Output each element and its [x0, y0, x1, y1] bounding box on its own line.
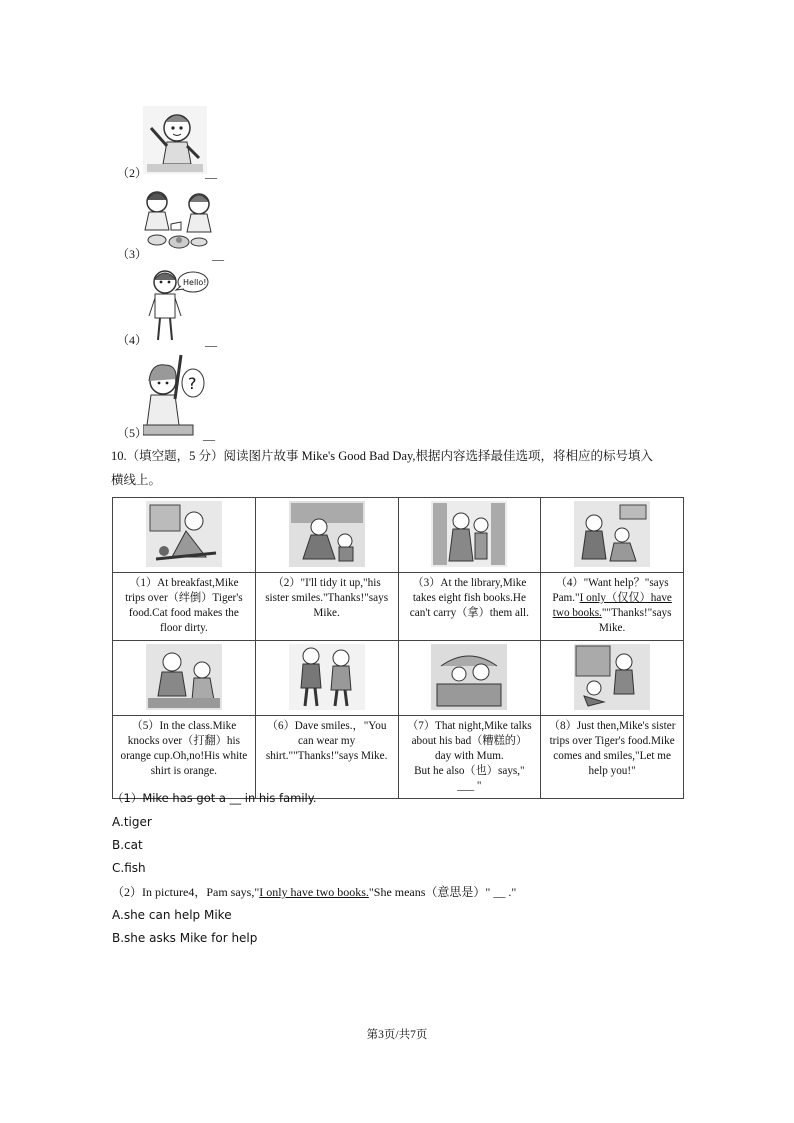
answer-blank-5[interactable]: __ — [203, 428, 215, 442]
option-1b[interactable]: B.cat — [112, 838, 143, 852]
girls-eating-icon — [141, 186, 215, 252]
story-text-1: （1）At breakfast,Mike trips over（绊倒）Tiger's food.Cat food makes the floor dirty. — [113, 573, 256, 641]
breakfast-trip-illustration — [146, 501, 222, 567]
sub-question-1: （1）Mike has got a __ in his family. — [112, 791, 317, 805]
question-10-instructions — [111, 444, 711, 492]
class-cup-illustration — [146, 644, 222, 710]
underlined-phrase: I only（仅仅）have — [579, 592, 672, 604]
night-mum-illustration — [431, 644, 507, 710]
story-picture-cell-3 — [398, 498, 541, 573]
story-text-3: （3）At the library,Mike takes eight fish books.He can't carry（拿）them all. — [398, 573, 541, 641]
option-1c[interactable]: C.fish — [112, 861, 146, 875]
library-books-illustration — [431, 501, 507, 567]
option-2b[interactable]: B.she asks Mike for help — [112, 931, 258, 945]
underlined-phrase-cont: two books. — [552, 607, 602, 619]
item-5: （5） — [117, 426, 148, 440]
story-text-4: （4）"Want help？"says Pam."I only（仅仅）have two books.""Thanks!"says Mike. — [541, 573, 684, 641]
story-text-7: （7）That night,Mike talks about his bad（糟糕的） day with Mum. But he also（也）says," ___ " — [398, 716, 541, 799]
sister-trips-illustration — [574, 644, 650, 710]
story-text-8: （8）Just then,Mike's sister trips over Tiger's food.Mike comes and smiles,"Let me help you!" — [541, 716, 684, 799]
dave-shirt-illustration — [289, 644, 365, 710]
sister-tidy-illustration — [289, 501, 365, 567]
answer-blank-4[interactable]: __ — [205, 334, 217, 348]
girl-question-icon — [143, 353, 207, 437]
question-10-line2: 横线上。 — [111, 473, 162, 487]
page-footer: 第3页/共7页 — [366, 1029, 428, 1041]
answer-blank-2[interactable]: __ — [205, 166, 217, 180]
item-3: （3） — [117, 247, 148, 261]
story-picture-cell-5 — [113, 641, 256, 716]
boy-saying-hello-icon — [143, 268, 209, 344]
story-table — [112, 497, 684, 799]
child-waving-icon — [143, 106, 207, 174]
sub-question-2: （2）In picture4，Pam says,"I only have two books."She means（意思是）" __ ." — [112, 885, 517, 899]
hello-speech-text: Hello! — [183, 278, 207, 287]
option-1a[interactable]: A.tiger — [112, 815, 152, 829]
quoted-sentence: I only have two books. — [259, 885, 369, 899]
story-picture-cell-1 — [113, 498, 256, 573]
story-text-2: （2）"I'll tidy it up,"his sister smiles."Thanks!"says Mike. — [255, 573, 398, 641]
question-10-line1: 10.（填空题，5 分）阅读图片故事 Mike's Good Bad Day,根据内容选择最佳选项，将相应的标号填入 — [111, 449, 654, 463]
story-picture-cell-8 — [541, 641, 684, 716]
answer-blank-3[interactable]: __ — [212, 248, 224, 262]
option-2a[interactable]: A.she can help Mike — [112, 908, 232, 922]
story-picture-cell-2 — [255, 498, 398, 573]
story-text-6: （6）Dave smiles.，"You can wear my shirt.""Thanks!"says Mike. — [255, 716, 398, 799]
story-text-5: （5）In the class.Mike knocks over（打翻）his orange cup.Oh,no!His white shirt is orange. — [113, 716, 256, 799]
story-picture-cell-4 — [541, 498, 684, 573]
question-mark-text: ? — [188, 374, 197, 393]
pam-helps-illustration — [574, 501, 650, 567]
item-4: （4） — [117, 333, 148, 347]
item-2: （2） — [117, 166, 148, 180]
story-picture-cell-7 — [398, 641, 541, 716]
story-blank[interactable]: ___ " — [457, 780, 482, 792]
story-picture-cell-6 — [255, 641, 398, 716]
